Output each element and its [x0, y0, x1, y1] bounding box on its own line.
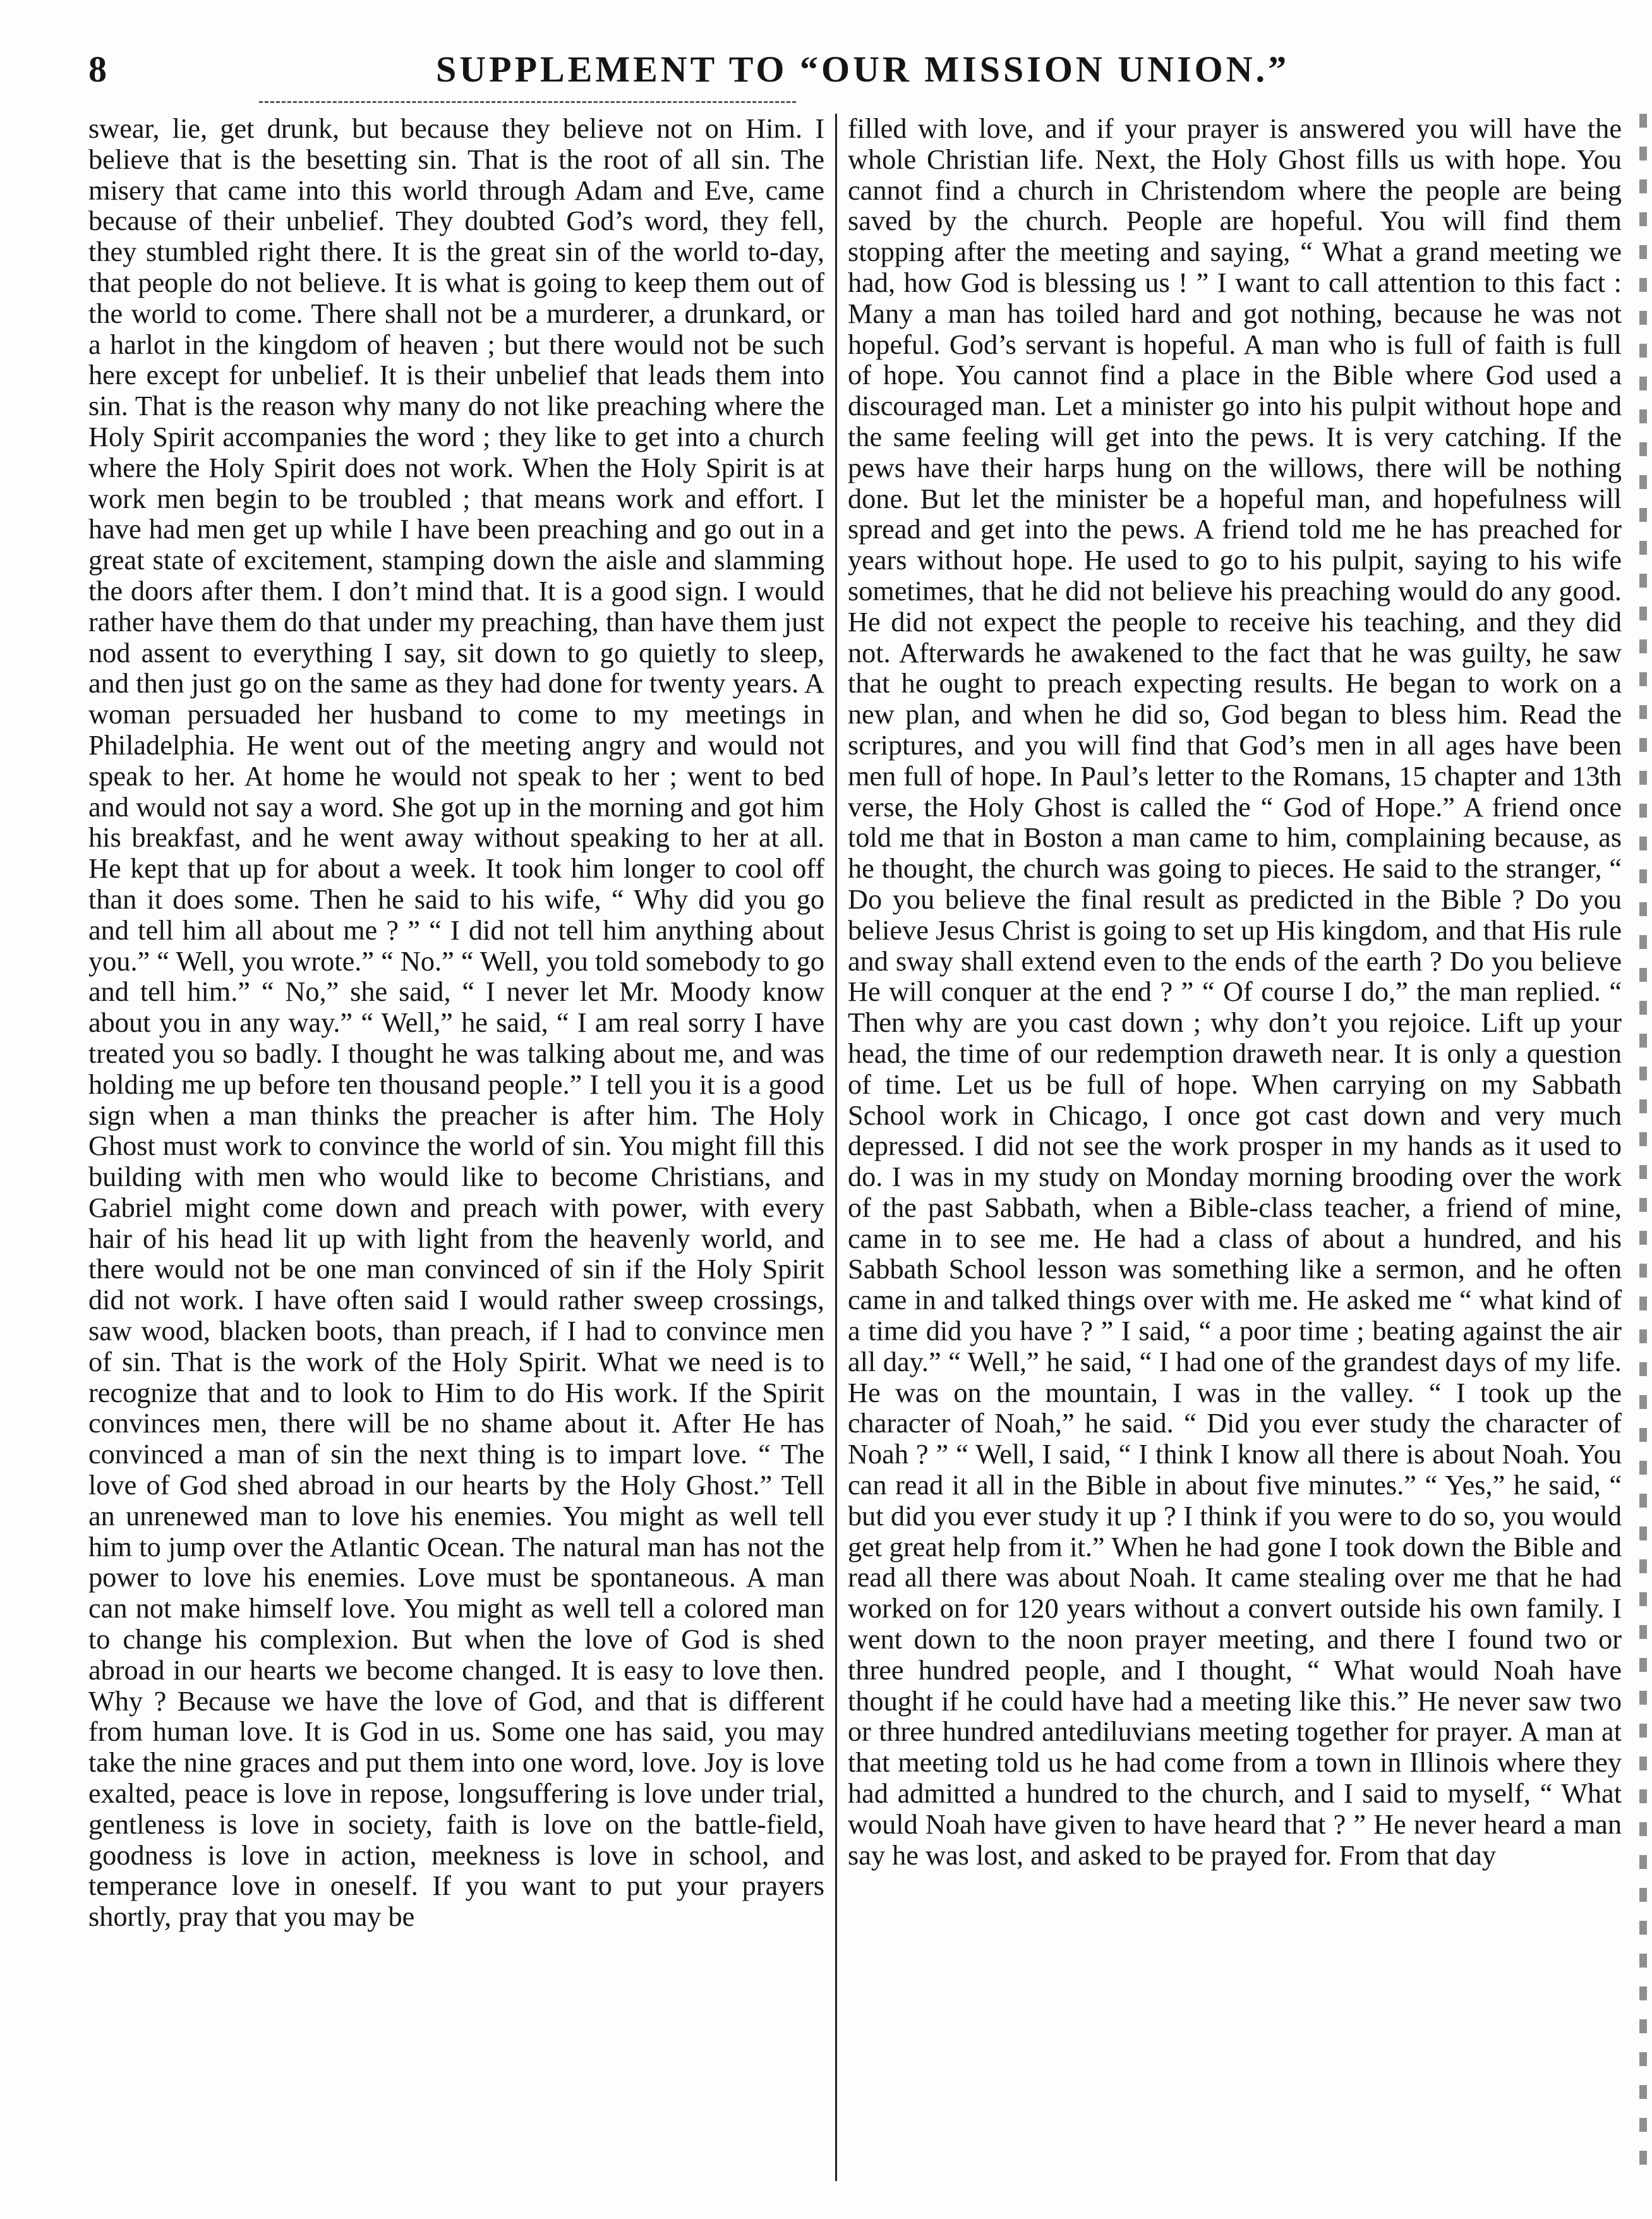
left-column [88, 114, 824, 2206]
running-title: SUPPLEMENT TO “OUR MISSION UNION.” [436, 49, 1290, 90]
header-rule [259, 101, 796, 103]
page-edge-marks [1639, 114, 1647, 2181]
right-column-text: filled with love, and if your prayer is answered you will have the whole Christian life. Next, the Holy Ghost fills us with hope. You cannot find a church in Christendom where the people are being saved by the church. People are hopeful. You will find them stopping after the meeting and saying, “ What a grand meeting we had, how God is blessing us ! ” I want to call attention to this fact : Many a man has toiled hard and got nothing, because he was not hopeful. God’s servant is hopeful. A man who is full of faith is full of hope. You cannot find a place in the Bible where God used a discouraged man. Let a minister go into his pulpit without hope and the same feeling will get into the pews. It is very catching. If the pews have their harps hung on the willows, there will be nothing done. But let the minister be a hopeful man, and hopefulness will spread and get into the pews. A friend told me he has preached for years without hope. He used to go to his pulpit, saying to his wife sometimes, that he did not believe his preaching would do any good. He did not expect the people to receive his teaching, and they did not. Afterwards he awakened to the fact that he was guilty, he saw that he ought to preach expecting results. He began to work on a new plan, and when he did so, God began to bless him. Read the scriptures, and you will find that God’s men in all ages have been men full of hope. In Paul’s letter to the Romans, 15 chapter and 13th verse, the Holy Ghost is called the “ God of Hope.” A friend once told me that in Boston a man came to him, complaining because, as he thought, the church was going to pieces. He said to the stranger, “ Do you believe the final result as predicted in the Bible ? Do you believe Jesus Christ is going to set up His kingdom, and that His rule and sway shall extend even to the ends of the earth ? Do you believe He will conquer at the end ? ” “ Of course I do,” the man replied. “ Then why are you cast down ; why don’t you rejoice. Lift up your head, the time of our redemption draweth near. It is only a question of time. Let us be full of hope. When carrying on my Sabbath School work in Chicago, I once got cast down and very much depressed. I did not see the work prosper in my hands as it used to do. I was in my study on Monday morning brooding over the work of the past Sabbath, when a Bible-class teacher, a friend of mine, came in to see me. He had a class of about a hundred, and his Sabbath School lesson was something like a sermon, and he often came in and talked things over with me. He asked me “ what kind of a time did you have ? ” I said, “ a poor time ; beating against the air all day.” “ Well,” he said, “ I had one of the grandest days of my life. He was on the mountain, I was in the valley. “ I took up the character of Noah,” he said. “ Did you ever study the character of Noah ? ” “ Well, I said, “ I think I know all there is about Noah. You can read it all in the Bible in about five minutes.” “ Yes,” he said, “ but did you ever study it up ? I think if you were to do so, you would get great help from it.” When he had gone I took down the Bible and read all there was about Noah. It came stealing over me that he had worked on for 120 years without a convert outside his own family. I went down to the noon prayer meeting, and there I found two or three hundred people, and I thought, “ What would Noah have thought if he could have had a meeting like this.” He never saw two or three hundred antediluvians meeting together for prayer. A man at that meeting told us he had come from a town in Illinois where they had admitted a hundred to the church, and I said to myself, “ What would Noah have given to have heard that ? ” He never heard a man say he was lost, and asked to be prayed for. From that day [848, 114, 1622, 1871]
right-column [848, 114, 1622, 2206]
left-column-text: swear, lie, get drunk, but because they believe not on Him. I believe that is the besetting sin. That is the root of all sin. The misery that came into this world through Adam and Eve, came because of their unbelief. They doubted God’s word, they fell, they stumbled right there. It is the great sin of the world to-day, that people do not believe. It is what is going to keep them out of the world to come. There shall not be a murderer, a drunkard, or a harlot in the kingdom of heaven ; but there would not be such here except for unbelief. It is their unbelief that leads them into sin. That is the reason why many do not like preaching where the Holy Spirit accompanies the word ; they like to get into a church where the Holy Spirit does not work. When the Holy Spirit is at work men begin to be troubled ; that means work and effort. I have had men get up while I have been preaching and go out in a great state of excitement, stamping down the aisle and slamming the doors after them. I don’t mind that. It is a good sign. I would rather have them do that under my preaching, than have them just nod assent to everything I say, sit down to go quietly to sleep, and then just go on the same as they had done for twenty years. A woman persuaded her husband to come to my meetings in Philadelphia. He went out of the meeting angry and would not speak to her. At home he would not speak to her ; went to bed and would not say a word. She got up in the morning and got him his breakfast, and he went away without speaking to her at all. He kept that up for about a week. It took him longer to cool off than it does some. Then he said to his wife, “ Why did you go and tell him all about me ? ” “ I did not tell him anything about you.” “ Well, you wrote.” “ No.” “ Well, you told somebody to go and tell him.” “ No,” she said, “ I never let Mr. Moody know about you in any way.” “ Well,” he said, “ I am real sorry I have treated you so badly. I thought he was talking about me, and was holding me up before ten thousand people.” I tell you it is a good sign when a man thinks the preacher is after him. The Holy Ghost must work to convince the world of sin. You might fill this building with men who would like to become Christians, and Gabriel might come down and preach with power, with every hair of his head lit up with light from the heavenly world, and there would not be one man convinced of sin if the Holy Spirit did not work. I have often said I would rather sweep crossings, saw wood, blacken boots, than preach, if I had to convince men of sin. That is the work of the Holy Spirit. What we need is to recognize that and to look to Him to do His work. If the Spirit convinces men, there will be no shame about it. After He has convinced a man of sin the next thing is to impart love. “ The love of God shed abroad in our hearts by the Holy Ghost.” Tell an unrenewed man to love his enemies. You might as well tell him to jump over the Atlantic Ocean. The natural man has not the power to love his enemies. Love must be spontaneous. A man can not make himself love. You might as well tell a colored man to change his complexion. But when the love of God is shed abroad in our hearts we become changed. It is easy to love then. Why ? Because we have the love of God, and that is different from human love. It is God in us. Some one has said, you may take the nine graces and put them into one word, love. Joy is love exalted, peace is love in repose, longsuffering is love under trial, gentleness is love in society, faith is love on the battle-field, goodness is love in action, meekness is love in school, and temperance love in oneself. If you want to put your prayers shortly, pray that you may be [88, 114, 824, 1933]
page-number: 8 [88, 49, 108, 90]
page-header [82, 44, 1627, 107]
column-divider [835, 114, 837, 2181]
